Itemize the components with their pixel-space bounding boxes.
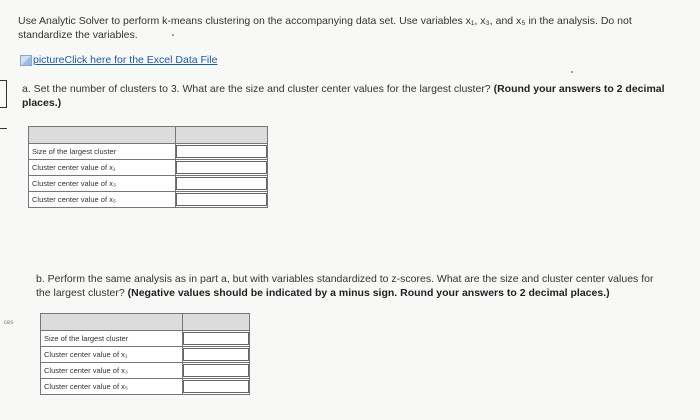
part-a-instruction: (Round your answers to 2 decimal places.) (22, 83, 665, 109)
row-label: Size of the largest cluster (29, 144, 176, 160)
excel-data-file-link[interactable]: Click here for the Excel Data File (64, 54, 218, 66)
part-b-size-input[interactable] (183, 332, 249, 345)
row-label: Size of the largest cluster (41, 331, 183, 347)
table-row (41, 347, 250, 363)
left-bracket (0, 80, 7, 108)
sidebar-fragment: ces (4, 320, 14, 326)
row-label: Cluster center value of x₅ (41, 379, 183, 395)
row-label: Cluster center value of x₃ (29, 176, 176, 192)
part-b-x5-input[interactable] (183, 380, 249, 393)
table-header-row (29, 127, 268, 144)
part-a-answer-table (28, 126, 268, 208)
row-label: Cluster center value of x₁ (29, 160, 176, 176)
part-a-x1-input[interactable] (176, 161, 267, 174)
part-a-question (22, 82, 682, 110)
part-b-instruction: (Negative values should be indicated by a minus sign. Round your answers to 2 decimal places.) (127, 287, 610, 299)
part-a-question-text: a. Set the number of clusters to 3. What are the size and cluster center values for the largest cluster? (22, 83, 494, 95)
row-label: Cluster center value of x₅ (29, 192, 176, 208)
part-a-x3-input[interactable] (176, 177, 267, 190)
instructions-line-2: standardize the variables. (18, 29, 138, 41)
table-row (41, 379, 250, 395)
part-a-size-input[interactable] (176, 145, 267, 158)
part-b-x1-input[interactable] (183, 348, 249, 361)
table-row (29, 144, 268, 160)
stray-dot (172, 34, 174, 36)
part-b-x3-input[interactable] (183, 364, 249, 377)
row-label: Cluster center value of x₁ (41, 347, 183, 363)
picture-icon (20, 55, 32, 66)
stray-dot (571, 71, 573, 73)
row-label: Cluster center value of x₃ (41, 363, 183, 379)
part-a-x5-input[interactable] (176, 193, 267, 206)
table-row (29, 160, 268, 176)
instructions-line-1: Use Analytic Solver to perform k-means clustering on the accompanying data set. Use variables x₁, x₃, and x₅ in the analysis. Do not (18, 15, 632, 27)
left-bracket (0, 128, 7, 129)
excel-data-link-row[interactable] (20, 54, 217, 66)
table-header-row (41, 314, 250, 331)
instructions-text (18, 14, 680, 42)
table-row (41, 363, 250, 379)
part-b-answer-table (40, 313, 250, 395)
picture-alt-text: picture (33, 54, 65, 66)
table-row (29, 176, 268, 192)
part-b-question-text: b. Perform the same analysis as in part a, but with variables standardized to z-scores. What are the size and cluster center values for the largest cluster? (36, 273, 654, 299)
table-row (29, 192, 268, 208)
part-b-question (36, 272, 666, 300)
table-row (41, 331, 250, 347)
